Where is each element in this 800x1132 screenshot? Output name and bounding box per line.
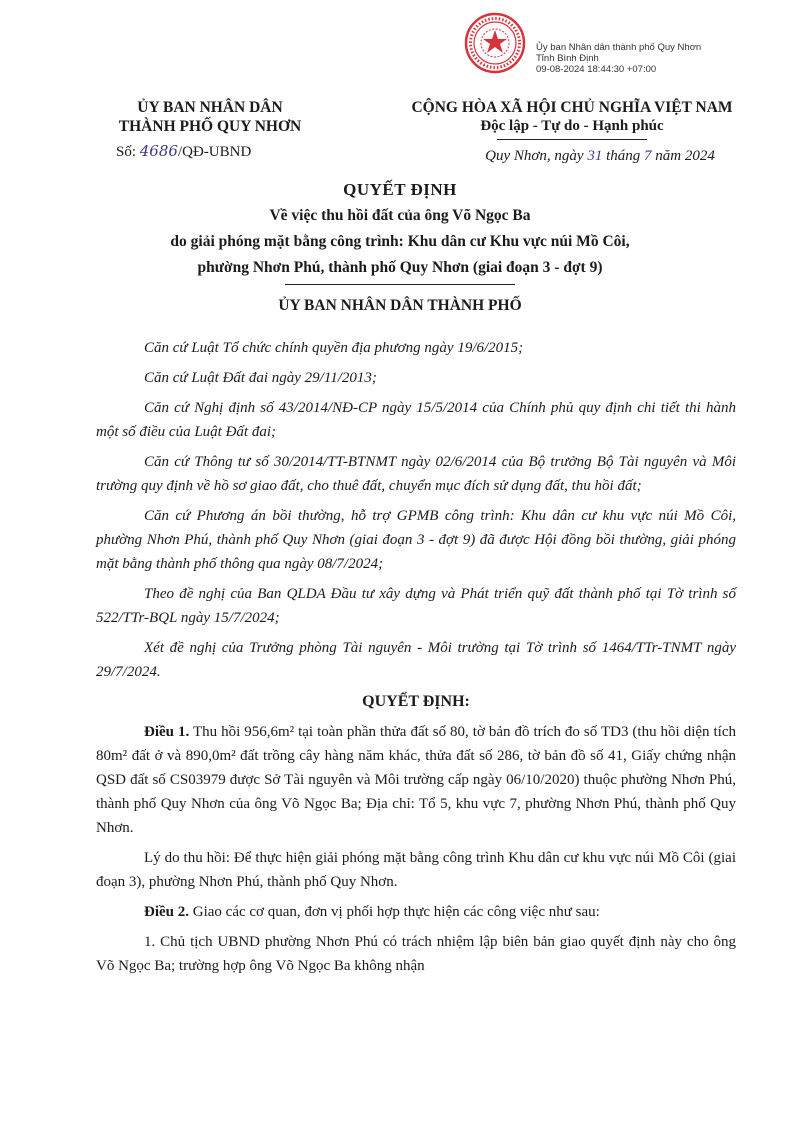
org-line1: ỦY BAN NHÂN DÂN [137,99,283,116]
national-motto: Độc lập - Tự do - Hạnh phúc [480,118,664,134]
basis-item: Căn cứ Thông tư số 30/2014/TT-BTNMT ngày 02/6/2014 của Bộ trưởng Bộ Tài nguyên và Môi trường quy định về hồ sơ giao đất, cho thuê đất, chuyển mục đích sử dụng đất, thu hồi đất; [96,454,736,494]
subject-line2: do giải phóng mặt bằng công trình: Khu dân cư Khu vực núi Mồ Côi, [170,233,630,250]
article-1 [96,720,736,840]
issuing-authority: ỦY BAN NHÂN DÂN THÀNH PHỐ [278,297,522,314]
number-prefix: Số: [116,144,137,160]
decision-title-block [120,180,680,315]
number-suffix: /QĐ-UBND [177,144,252,160]
article-2-text: Giao các cơ quan, đơn vị phối hợp thực hiện các công việc như sau: [189,904,600,920]
signature-line3: 09-08-2024 18:44:30 +07:00 [536,64,657,75]
article-2-item-1: 1. Chủ tịch UBND phường Nhơn Phú có trách nhiệm lập biên bản giao quyết định này cho ông Võ Ngọc Ba; trường hợp ông Võ Ngọc Ba không nhận [96,934,736,974]
official-seal-icon [464,12,526,74]
date-prefix: Quy Nhơn, ngày [485,148,584,164]
digital-signature [536,42,701,75]
subject-line1: Về việc thu hồi đất của ông Võ Ngọc Ba [269,207,531,224]
decision-heading: QUYẾT ĐỊNH: [362,693,470,710]
document-body [96,336,736,984]
org-line2: THÀNH PHỐ QUY NHƠN [118,118,302,135]
issuing-authority-header [100,98,320,161]
legal-basis [96,336,736,684]
basis-item: Theo đề nghị của Ban QLDA Đầu tư xây dựng và Phát triển quỹ đất thành phố tại Tờ trình số 522/TTr-BQL ngày 15/7/2024; [96,586,736,626]
article-2 [96,900,736,924]
title-underline [285,284,515,285]
date-suffix: năm 2024 [655,148,715,164]
basis-item: Xét đề nghị của Trưởng phòng Tài nguyên - Môi trường tại Tờ trình số 1464/TTr-TNMT ngày 29/7/2024. [96,640,736,680]
signature-line1: Ủy ban Nhân dân thành phố Quy Nhơn [536,42,702,53]
article-1-label: Điều 1. [144,724,190,740]
motto-underline [497,139,647,140]
basis-item: Căn cứ Luật Đất đai ngày 29/11/2013; [144,370,377,386]
basis-item: Căn cứ Phương án bồi thường, hỗ trợ GPMB công trình: Khu dân cư khu vực núi Mồ Côi, phường Nhơn Phú, thành phố Quy Nhơn (giai đoạn 3 - đợt 9) đã được Hội đồng bồi thường, giải phóng mặt bằng thành phố thông qua ngày 08/7/2024; [96,508,736,572]
subject-line3: phường Nhơn Phú, thành phố Quy Nhơn (giai đoạn 3 - đợt 9) [197,259,603,276]
number-handwritten: 4686 [139,142,178,160]
reclaim-reason: Lý do thu hồi: Để thực hiện giải phóng mặt bằng công trình Khu dân cư khu vực núi Mồ Côi (giai đoạn 3), phường Nhơn Phú, thành phố Quy Nhơn. [96,850,736,890]
article-1-text: Thu hồi 956,6m² tại toàn phần thửa đất số 80, tờ bản đồ trích đo số TD3 (thu hồi diện tích 80m² đất ở và 890,0m² đất trồng cây hàng năm khác, thửa đất số 286, tờ bản đồ số 41, Giấy chứng nhận QSD đất số CS03979 được Sở Tài nguyên và Môi trường cấp ngày 06/10/2020) thuộc phường Nhơn Phú, thành phố Quy Nhơn của ông Võ Ngọc Ba; Địa chỉ: Tổ 5, khu vực 7, phường Nhơn Phú, thành phố Quy Nhơn. [96,724,736,836]
document-title: QUYẾT ĐỊNH [343,180,457,199]
date-mid: tháng [606,148,641,164]
issue-date [372,148,772,165]
article-2-label: Điều 2. [144,904,189,920]
basis-item: Căn cứ Luật Tổ chức chính quyền địa phương ngày 19/6/2015; [144,340,524,356]
basis-item: Căn cứ Nghị định số 43/2014/NĐ-CP ngày 15/5/2014 của Chính phủ quy định chi tiết thi hành một số điều của Luật Đất đai; [96,400,736,440]
document-number [100,142,320,161]
date-day: 31 [587,148,603,164]
date-month: 7 [644,148,652,164]
national-header [372,98,772,165]
nation-name: CỘNG HÒA XÃ HỘI CHỦ NGHĨA VIỆT NAM [411,99,733,116]
signature-line2: Tỉnh Bình Định [536,53,599,64]
